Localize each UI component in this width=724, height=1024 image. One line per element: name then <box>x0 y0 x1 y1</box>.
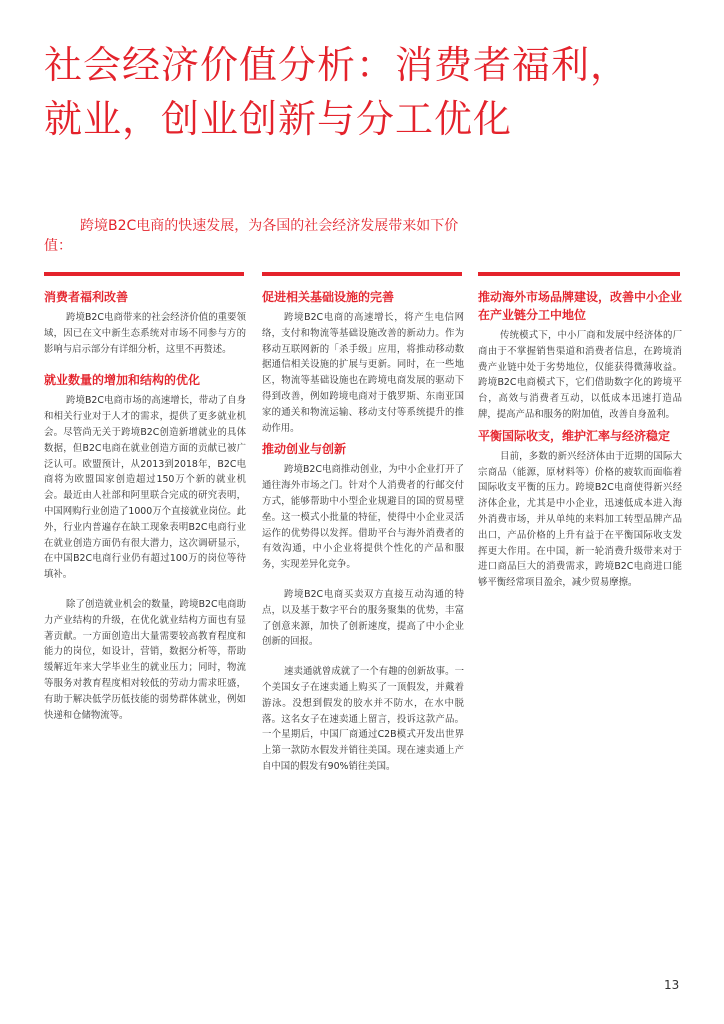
paragraph-brand-building: 传统模式下，中小厂商和发展中经济体的厂商由于不掌握销售渠道和消费者信息，在跨境消费产业链中处于劣势地位，仅能获得微薄收益。跨境B2C电商模式下，它们借助数字化的跨境平台，高效与消费者互动，以低成本迅速打造品牌，提高产品和服务的附加值，改善自身盈利。 <box>478 330 682 420</box>
column-1 <box>44 284 246 737</box>
heading-infrastructure: 促进相关基础设施的完善 <box>262 290 395 304</box>
intro-text: 跨境B2C电商的快速发展，为各国的社会经济发展带来如下价值： <box>44 218 459 254</box>
column2-divider <box>262 272 462 276</box>
paragraph-balance-of-payments: 目前，多数的新兴经济体由于近期的国际大宗商品（能源，原材料等）价格的疲软而面临着国际收支平衡的压力。跨境B2C电商使得新兴经济体企业，尤其是中小企业，迅速低成本进入海外消费市场，并从单纯的来料加工转型品牌产品出口，产品价格的上升有益于在平衡国际收支发挥更大作用。在中国，新一轮消费升级带来对于进口商品巨大的消费需求，跨境B2C电商进口能够平衡经常项目盈余，减少贸易摩擦。 <box>478 450 682 589</box>
paragraph-innovation-3: 速卖通就曾成就了一个有趣的创新故事。一个美国女子在速卖通上购买了一顶假发，并戴着游泳。没想到假发的胶水并不防水，在水中脱落。这名女子在速卖通上留言，投诉这款产品。一个星期后，中国厂商通过C2B模式开发出世界上第一款防水假发并销往美国。现在速卖通上产自中国的假发有90%销往美国。 <box>262 666 464 772</box>
page-title <box>44 38 704 146</box>
column1-divider <box>44 272 244 276</box>
page-title-line2: 就业，创业创新与分工优化 <box>44 97 513 141</box>
heading-employment: 就业数量的增加和结构的优化 <box>44 373 201 388</box>
page-title-line1: 社会经济价值分析：消费者福利， <box>44 43 630 87</box>
heading-balance-of-payments: 平衡国际收支，维护汇率与经济稳定 <box>478 428 671 443</box>
paragraph-consumer-welfare: 跨境B2C电商带来的社会经济价值的重要领域，因已在文中新生态系统对市场不同参与方的影响与启示部分有详细分析，这里不再赘述。 <box>44 312 246 355</box>
column3-divider <box>478 272 680 276</box>
paragraph-infrastructure: 跨境B2C电商的高速增长，将产生电信网络，支付和物流等基础设施改善的新动力。作为移动互联网新的「杀手级」应用，将推动移动数据通信相关设施的扩展与更新。同时，在一些地区，物流等基础设施也在跨境电商发展的驱动下得到改善，例如跨境电商对于俄罗斯、东南亚国家的通关和物流运输、移动支付等系统提升的推动作用。 <box>262 312 464 434</box>
heading-innovation: 推动创业与创新 <box>262 442 347 457</box>
heading-consumer-welfare: 消费者福利改善 <box>44 290 129 304</box>
heading-brand-building: 推动海外市场品牌建设，改善中小企业在产业链分工中地位 <box>478 290 683 322</box>
paragraph-innovation-2: 跨境B2C电商买卖双方直接互动沟通的特点，以及基于数字平台的服务聚集的优势，丰富了创意来源，加快了创新速度，提高了中小企业创新的回报。 <box>262 588 464 648</box>
paragraph-employment-2: 除了创造就业机会的数量，跨境B2C电商助力产业结构的升级，在优化就业结构方面也有显著贡献。一方面创造出大量需要较高教育程度和能力的岗位，如设计，营销，数据分析等，帮助缓解近年来大学毕业生的就业压力；同时，物流等服务对教育程度相对较低的劳动力需求旺盛，有助于解决低学历低技能的弱势群体就业，例如快递和仓储物流等。 <box>44 598 246 721</box>
column-3 <box>478 284 682 605</box>
page-number: 13 <box>664 978 680 992</box>
paragraph-innovation-1: 跨境B2C电商推动创业，为中小企业打开了通往海外市场之门。针对个人消费者的行邮交付方式，能够帮助中小型企业规避目的国的贸易壁垒。这一模式小批量的特征，使得中小企业灵活运作的优势得以发挥。借助平台与海外消费者的有效沟通，中小企业将提供个性化的产品和服务，实现差异化竞争。 <box>262 464 464 571</box>
column-2 <box>262 284 464 789</box>
paragraph-employment-1: 跨境B2C电商市场的高速增长，带动了自身和相关行业对于人才的需求，提供了更多就业机会。尽管尚无关于跨境B2C创造新增就业的具体数据，但B2C电商在就业创造方面的贡献已被广泛认可。欧盟预计，从2013到2018年，B2C电商将为欧盟国家创造超过150万个新的就业机会。最近由人社部和阿里联合完成的研究表明，中国网购行业创造了1000万个直接就业岗位。此外，行业内普遍存在缺工现象表明B2C电商行业在就业创造方面仍有很大潜力，这次调研显示，在中国B2C电商行业仍有超过100万的岗位等待填补。 <box>44 395 246 581</box>
